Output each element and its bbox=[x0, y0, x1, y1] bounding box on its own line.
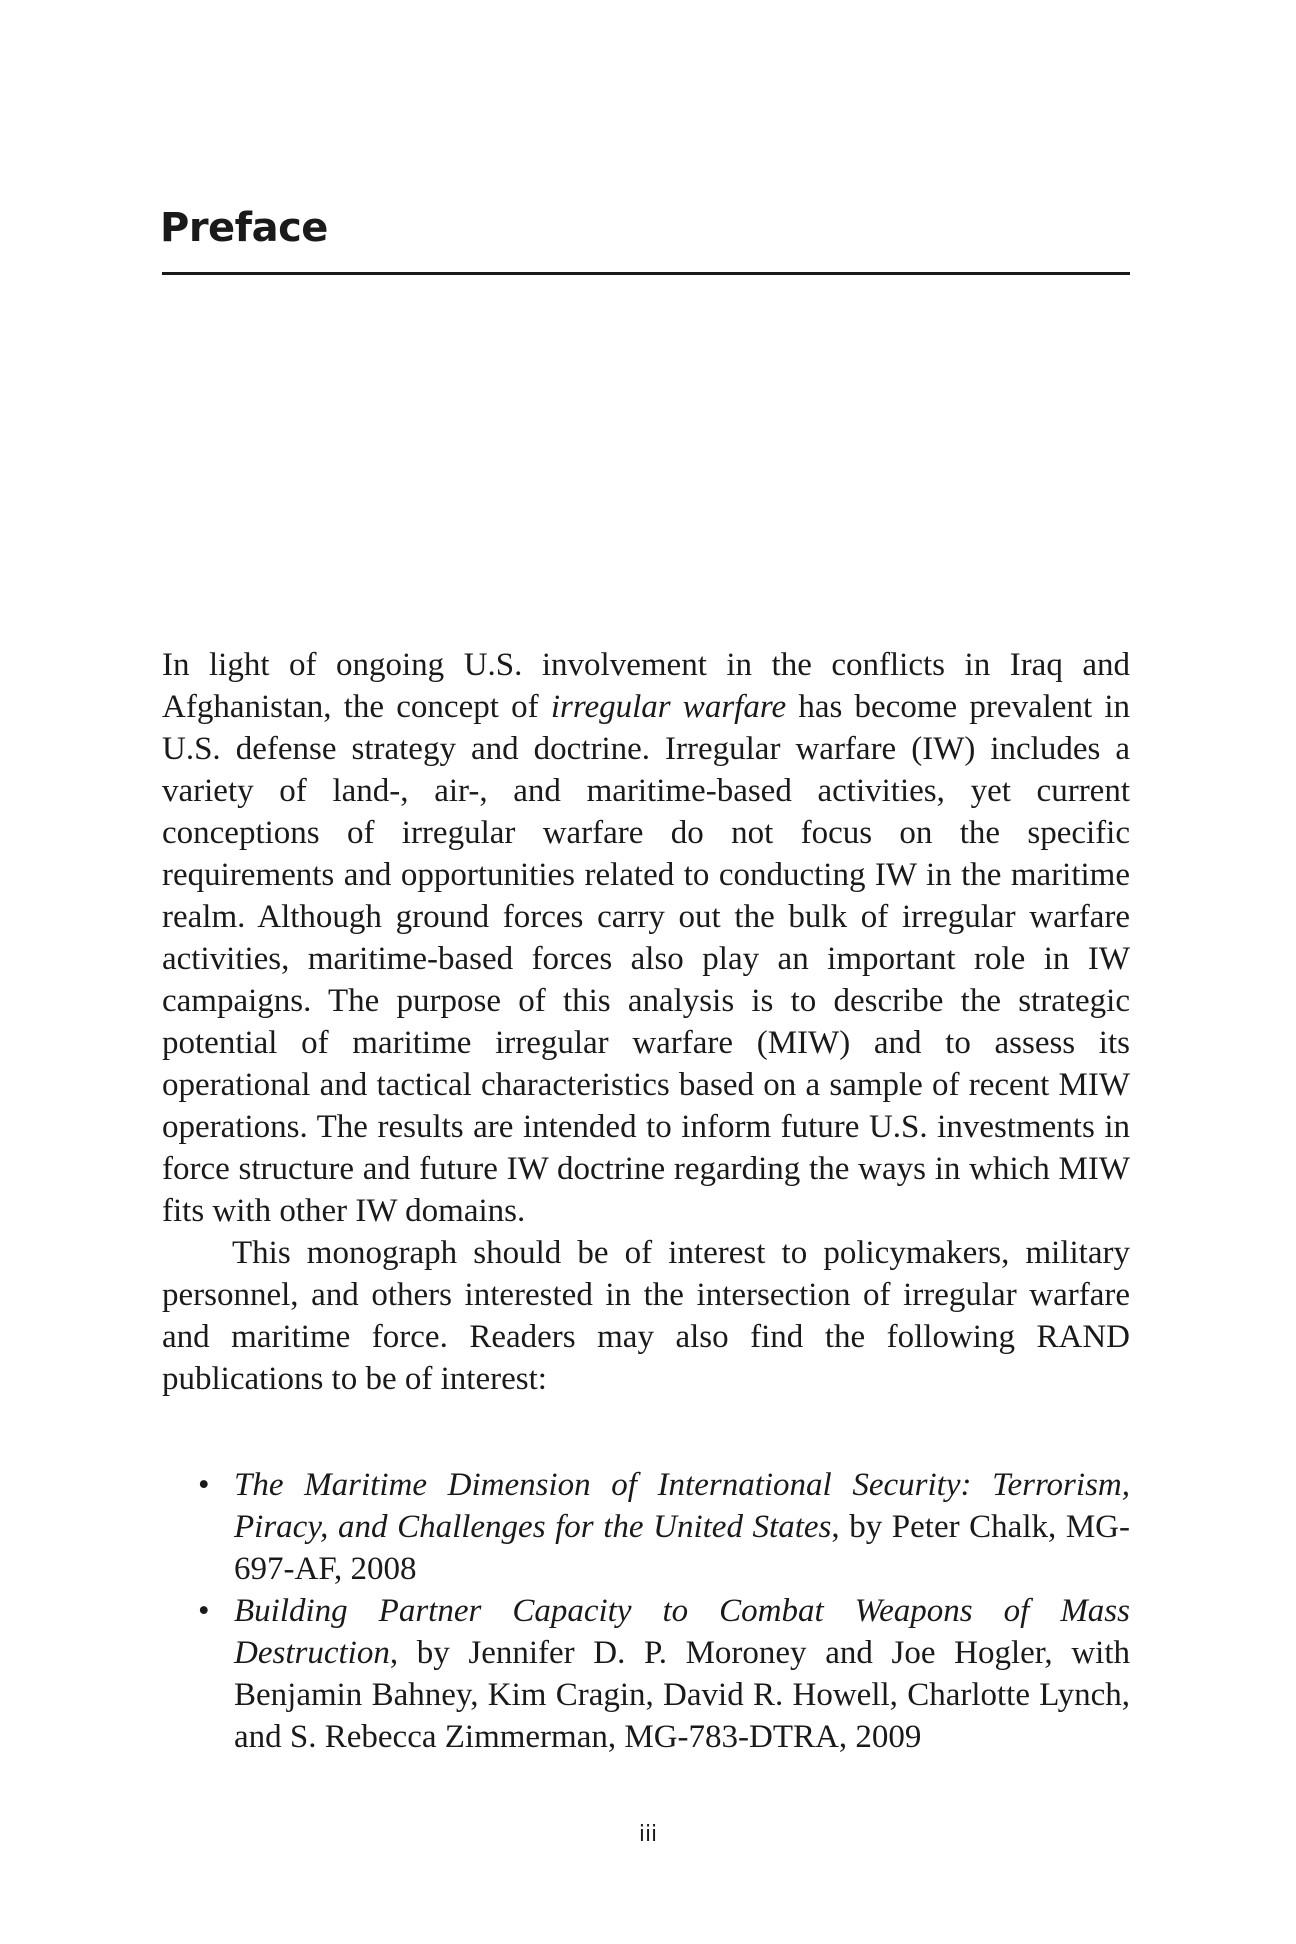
paragraph-1-text-before: In light of ongoing U.S. involvement in the conflicts in Iraq and Afghanistan, the concept of bbox=[162, 647, 1130, 725]
publication-list bbox=[162, 1464, 1130, 1758]
title-divider bbox=[162, 272, 1130, 275]
paragraph-1-text-after: has become prevalent in U.S. defense strategy and doctrine. Irregular warfare (IW) includes a variety of land-, air-, and maritime-based activities, yet current conceptions of irregular warfare do not focus on the specific requirements and opportunities related to conducting IW in the maritime realm. Although ground forces carry out the bulk of irregular warfare activities, maritime-based forces also play an important role in IW campaigns. The purpose of this analysis is to describe the strategic potential of maritime irregular warfare (MIW) and to assess its operational and tactical characteristics based on a sample of recent MIW operations. The results are intended to inform future U.S. investments in force structure and future IW doctrine regarding the ways in which MIW fits with other IW domains. bbox=[162, 689, 1130, 1229]
list-item bbox=[162, 1464, 1130, 1590]
publication-details: , by Peter Chalk, MG-697-AF, 2008 bbox=[234, 1509, 1130, 1587]
paragraph-2: This monograph should be of interest to policymakers, military personnel, and others interested in the intersection of irregular warfare and maritime force. Readers may also find the following RAND publications to be of interest: bbox=[162, 1235, 1130, 1397]
list-item bbox=[162, 1590, 1130, 1758]
paragraph-1 bbox=[162, 644, 1130, 1232]
preface-body bbox=[162, 644, 1130, 1758]
bullet-icon: • bbox=[198, 1593, 210, 1629]
publication-title: Building Partner Capacity to Combat Weapons of Mass Destruction bbox=[234, 1593, 1130, 1671]
page-title: Preface bbox=[160, 205, 328, 251]
publication-details: , by Jennifer D. P. Moroney and Joe Hogler, with Benjamin Bahney, Kim Cragin, David R. Howell, Charlotte Lynch, and S. Rebecca Zimmerman, MG-783-DTRA, 2009 bbox=[234, 1635, 1130, 1755]
page-number: iii bbox=[638, 1822, 658, 1847]
paragraph-1-emphasis: irregular warfare bbox=[550, 689, 787, 725]
publication-title: The Maritime Dimension of International Security: Terrorism, Piracy, and Challenges for the United States bbox=[234, 1467, 1130, 1545]
bullet-icon: • bbox=[198, 1467, 210, 1503]
